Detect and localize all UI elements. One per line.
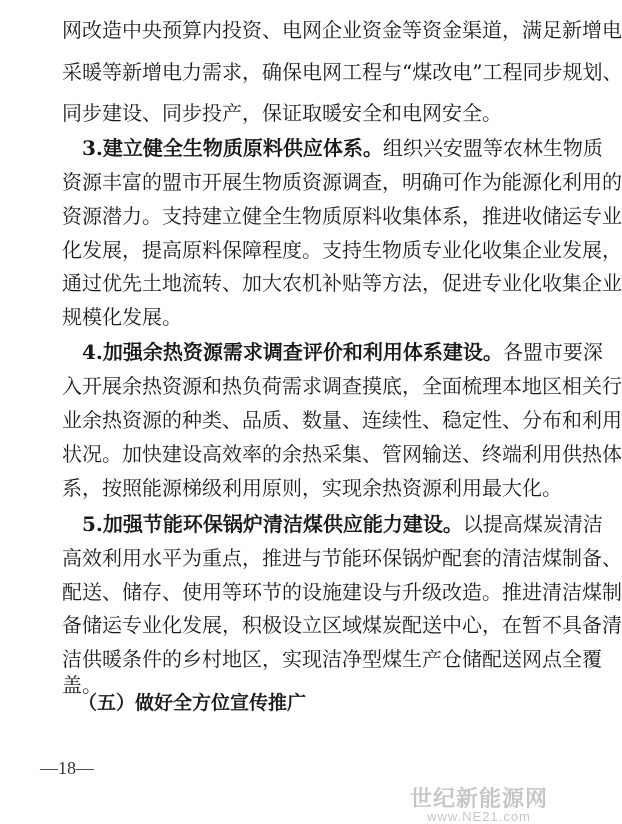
body-line: 配送、储存、使用等环节的设施建设与升级改造。推进清洁煤制	[62, 580, 622, 604]
site-watermark	[400, 782, 558, 824]
body-line: 规模化发展。	[62, 305, 182, 329]
body-line: 网改造中央预算内投资、电网企业资金等资金渠道，满足新增电	[62, 18, 622, 42]
body-line: 业余热资源的种类、品质、数量、连续性、稳定性、分布和利用	[62, 408, 622, 432]
body-line: 采暖等新增电力需求，确保电网工程与“煤改电”工程同步规划、	[62, 60, 622, 84]
paragraph-first-line: 5.加强节能环保锅炉清洁煤供应能力建设。以提高煤炭清洁	[82, 512, 603, 536]
body-line: 洁供暖条件的乡村地区，实现洁净型煤生产仓储配送网点全覆	[62, 647, 602, 671]
paragraph-first-line: 3.建立健全生物质原料供应体系。组织兴安盟等农林生物质	[82, 136, 603, 160]
watermark-url: www.NE21.com	[427, 809, 531, 824]
page-number: —18—	[40, 758, 94, 778]
paragraph-first-line: 4.加强余热资源需求调查评价和利用体系建设。各盟市要深	[82, 340, 603, 364]
watermark-name: 世纪新能源网	[409, 787, 548, 812]
body-line: 备储运专业化发展，积极设立区域煤炭配送中心，在暂不具备清	[62, 613, 622, 637]
item-heading-4: 4.加强余热资源需求调查评价和利用体系建设。	[82, 340, 503, 364]
body-line: 盖。	[62, 673, 102, 697]
body-line: 资源潜力。支持建立健全生物质原料收集体系，推进收储运专业	[62, 204, 622, 228]
body-line: 化发展，提高原料保障程度。支持生物质专业化收集企业发展，	[62, 238, 622, 262]
body-line: 资源丰富的盟市开展生物质资源调查，明确可作为能源化利用的	[62, 170, 622, 194]
body-line: 系，按照能源梯级利用原则，实现余热资源利用最大化。	[62, 476, 562, 500]
body-line: 状况。加快建设高效率的余热采集、管网输送、终端利用供热体	[62, 442, 622, 466]
body-line: 高效利用水平为重点，推进与节能环保锅炉配套的清洁煤制备、	[62, 546, 622, 570]
section-heading: （五）做好全方位宣传推广	[78, 692, 307, 714]
item-heading-5: 5.加强节能环保锅炉清洁煤供应能力建设。	[82, 512, 463, 536]
body-line: 通过优先土地流转、加大农机补贴等方法，促进专业化收集企业	[62, 271, 622, 295]
item-heading-3: 3.建立健全生物质原料供应体系。	[82, 136, 383, 160]
body-line: 入开展余热资源和热负荷需求调查摸底，全面梳理本地区相关行	[62, 374, 622, 398]
body-line: 同步建设、同步投产，保证取暖安全和电网安全。	[62, 101, 502, 125]
